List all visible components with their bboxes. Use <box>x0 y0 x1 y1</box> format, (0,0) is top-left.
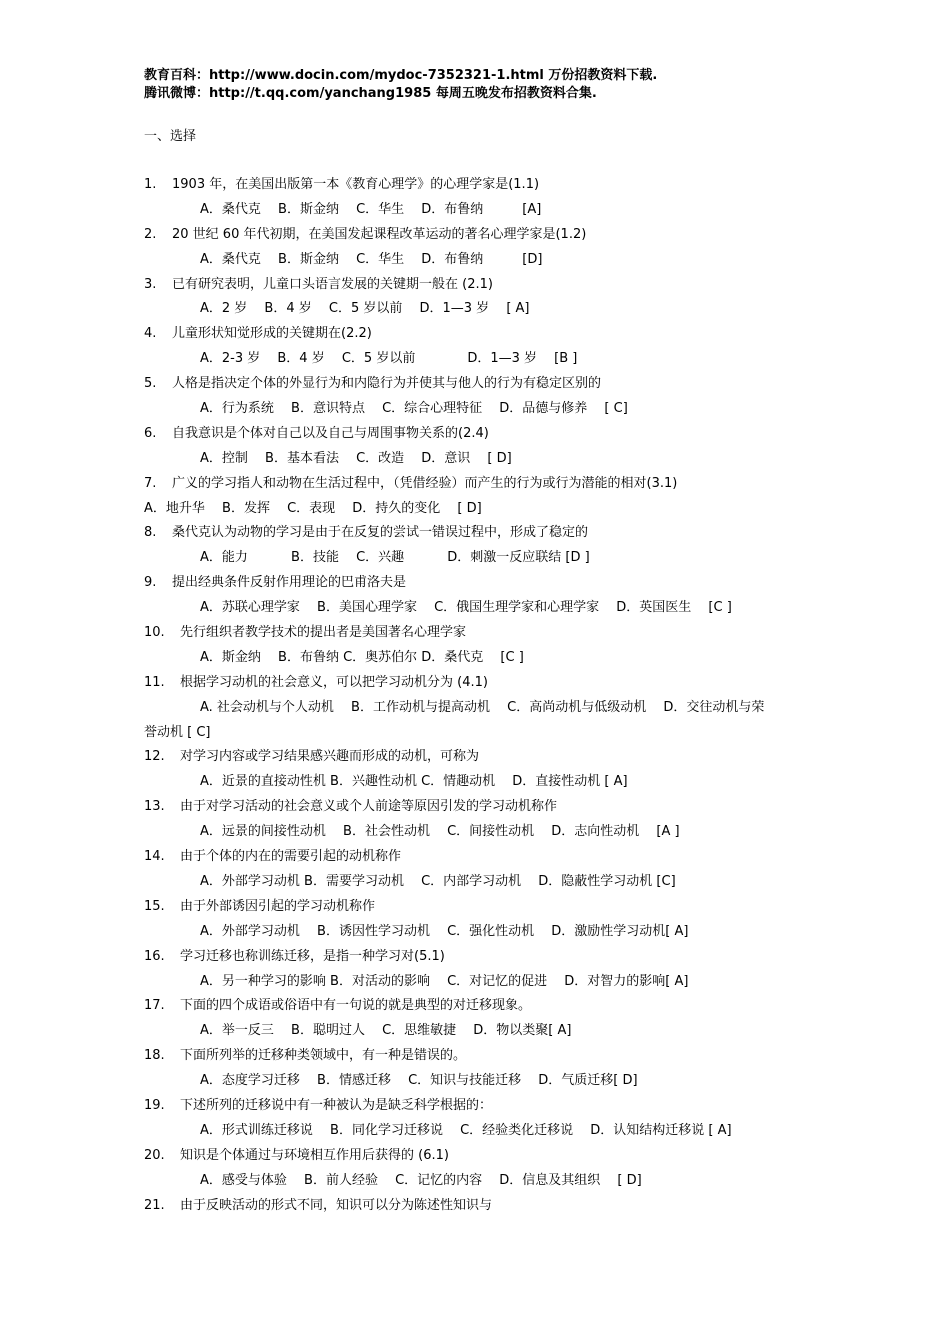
question-item <box>144 1144 824 1194</box>
question-stem-line <box>144 1194 824 1219</box>
question-stem: 提出经典条件反射作用理论的巴甫洛夫是 <box>172 575 407 591</box>
question-stem-line <box>144 671 824 696</box>
question-options: A．外部学习动机 B．需要学习动机 C．内部学习动机 D．隐蔽性学习动机 [C] <box>200 873 676 889</box>
question-stem: 儿童形状知觉形成的关键期在(2.2) <box>172 326 372 342</box>
question-item <box>144 273 824 323</box>
question-stem-line <box>144 472 824 497</box>
question-stem: 知识是个体通过与环境相互作用后获得的 (6.1) <box>180 1147 449 1163</box>
question-stem-line <box>144 1144 824 1169</box>
question-stem-line <box>144 795 824 820</box>
question-item <box>144 372 824 422</box>
question-item <box>144 173 824 223</box>
question-item <box>144 521 824 571</box>
question-stem: 自我意识是个体对自己以及自己与周围事物关系的(2.4) <box>172 425 489 441</box>
question-number: 14. <box>144 849 165 865</box>
question-options: A．2-3 岁 B．4 岁 C．5 岁以前 D．1—3 岁 [B ] <box>200 351 578 367</box>
question-number: 18. <box>144 1048 165 1064</box>
question-number: 20. <box>144 1147 165 1163</box>
question-item <box>144 322 824 372</box>
question-options: A．控制 B．基本看法 C．改造 D．意识 [ D] <box>200 450 512 466</box>
question-options: A．能力 B．技能 C．兴趣 D．刺激一反应联结 [D ] <box>200 550 590 566</box>
question-stem-line <box>144 745 824 770</box>
question-stem-line <box>144 1094 824 1119</box>
question-stem: 对学习内容或学习结果感兴趣而形成的动机，可称为 <box>180 749 480 765</box>
question-item <box>144 994 824 1044</box>
question-options: A．外部学习动机 B．诱因性学习动机 C．强化性动机 D．激励性学习动机[ A] <box>200 923 689 939</box>
question-number: 7. <box>144 475 157 491</box>
question-number: 15. <box>144 898 165 914</box>
question-item <box>144 621 824 671</box>
question-options: A．态度学习迁移 B．情感迁移 C．知识与技能迁移 D．气质迁移[ D] <box>200 1073 638 1089</box>
question-stem: 根据学习动机的社会意义，可以把学习动机分为 (4.1) <box>180 674 488 690</box>
question-item <box>144 795 824 845</box>
question-number: 10. <box>144 625 165 641</box>
question-number: 1. <box>144 177 157 192</box>
question-stem-line <box>144 621 824 646</box>
question-item <box>144 223 824 273</box>
question-stem: 下面的四个成语或俗语中有一句说的就是典型的对迁移现象。 <box>180 998 532 1014</box>
question-item <box>144 571 824 621</box>
question-item <box>144 745 824 795</box>
question-item <box>144 845 824 895</box>
question-number: 17. <box>144 998 165 1014</box>
question-number: 11. <box>144 674 165 690</box>
question-stem: 由于反映活动的形式不同，知识可以分为陈述性知识与 <box>180 1197 493 1213</box>
question-options: A．行为系统 B．意识特点 C．综合心理特征 D．品德与修养 [ C] <box>200 401 628 417</box>
question-stem-line <box>144 1044 824 1069</box>
question-number: 3. <box>144 276 157 292</box>
question-options: A．2 岁 B．4 岁 C．5 岁以前 D．1—3 岁 [ A] <box>200 301 530 317</box>
question-options: A. 社会动机与个人动机 B．工作动机与提高动机 C．高尚动机与低级动机 D．交往动机与荣 <box>200 699 765 715</box>
question-number: 21. <box>144 1197 165 1213</box>
question-stem-line <box>144 994 824 1019</box>
question-stem-line <box>144 845 824 870</box>
question-options: A．桑代克 B．斯金纳 C．华生 D．布鲁纳 [D] <box>200 251 543 267</box>
question-stem-line <box>144 422 824 447</box>
question-item <box>144 895 824 945</box>
question-stem-line <box>144 895 824 920</box>
question-list <box>144 173 824 1218</box>
question-stem-line <box>144 173 824 198</box>
question-stem: 下面所列举的迁移种类领域中，有一种是错误的。 <box>180 1048 467 1064</box>
question-number: 12. <box>144 749 165 765</box>
question-stem: 由于外部诱因引起的学习动机称作 <box>180 898 376 914</box>
question-item <box>144 472 824 522</box>
question-stem-line <box>144 223 824 248</box>
question-options: A．斯金纳 B．布鲁纳 C．奥苏伯尔 D．桑代克 [C ] <box>200 649 524 665</box>
question-options: A．地升华 B．发挥 C．表现 D．持久的变化 [ D] <box>144 500 482 516</box>
question-item <box>144 1194 824 1219</box>
question-stem: 广义的学习指人和动物在生活过程中，（凭借经验）而产生的行为或行为潜能的相对(3.1) <box>172 475 678 491</box>
question-stem-line <box>144 322 824 347</box>
question-options: A．苏联心理学家 B．美国心理学家 C．俄国生理学家和心理学家 D．英国医生 [C ] <box>200 600 732 616</box>
question-options: A．另一种学习的影响 B．对活动的影响 C．对记忆的促进 D．对智力的影响[ A] <box>200 973 689 989</box>
question-item <box>144 1094 824 1144</box>
question-number: 9. <box>144 575 157 591</box>
question-number: 19. <box>144 1097 165 1113</box>
question-stem: 由于个体的内在的需要引起的动机称作 <box>180 849 402 865</box>
question-stem-line <box>144 571 824 596</box>
question-stem: 已有研究表明，儿童口头语言发展的关键期一般在 (2.1) <box>172 276 493 292</box>
question-stem-line <box>144 521 824 546</box>
question-item <box>144 671 824 746</box>
question-options: A．举一反三 B．聪明过人 C．思维敏捷 D．物以类聚[ A] <box>200 1023 572 1039</box>
question-number: 13. <box>144 799 165 815</box>
question-stem: 20 世纪 60 年代初期，在美国发起课程改革运动的著名心理学家是(1.2) <box>172 226 587 242</box>
question-stem: 下述所列的迁移说中有一种被认为是缺乏科学根据的： <box>180 1097 493 1113</box>
question-number: 6. <box>144 425 157 441</box>
question-stem: 桑代克认为动物的学习是由于在反复的尝试一错误过程中，形成了稳定的 <box>172 525 589 541</box>
question-item <box>144 1044 824 1094</box>
question-stem: 学习迁移也称训练迁移，是指一种学习对(5.1) <box>180 948 445 964</box>
question-number: 8. <box>144 525 157 541</box>
question-options: A．形式训练迁移说 B．同化学习迁移说 C．经验类化迁移说 D．认知结构迁移说 [ A] <box>200 1122 732 1138</box>
question-options: A．桑代克 B．斯金纳 C．华生 D．布鲁纳 [A] <box>200 201 542 217</box>
header-line-1: 教育百科：http://www.docin.com/mydoc-7352321-1.html 万份招教资料下载. <box>144 68 658 83</box>
question-number: 4. <box>144 326 157 342</box>
question-stem-line <box>144 945 824 970</box>
question-stem: 人格是指决定个体的外显行为和内隐行为并使其与他人的行为有稳定区别的 <box>172 376 602 392</box>
question-item <box>144 422 824 472</box>
question-stem-line <box>144 372 824 397</box>
question-options: A．远景的间接性动机 B．社会性动机 C．间接性动机 D．志向性动机 [A ] <box>200 824 680 840</box>
question-stem-line <box>144 273 824 298</box>
question-number: 16. <box>144 948 165 964</box>
question-number: 2. <box>144 226 157 242</box>
question-options-continued: 誉动机 [ C] <box>144 724 211 740</box>
question-stem: 1903 年，在美国出版第一本《教育心理学》的心理学家是(1.1) <box>172 177 540 192</box>
question-options: A．近景的直接动性机 B．兴趣性动机 C．情趣动机 D．直接性动机 [ A] <box>200 774 628 790</box>
question-item <box>144 945 824 995</box>
question-number: 5. <box>144 376 157 392</box>
question-stem: 先行组织者教学技术的提出者是美国著名心理学家 <box>180 625 467 641</box>
question-stem: 由于对学习活动的社会意义或个人前途等原因引发的学习动机称作 <box>180 799 558 815</box>
header-line-2: 腾讯微博：http://t.qq.com/yanchang1985 每周五晚发布招教资料合集. <box>144 86 597 101</box>
question-options: A．感受与体验 B．前人经验 C．记忆的内容 D．信息及其组织 [ D] <box>200 1172 642 1188</box>
section-title: 一、选择 <box>144 129 197 144</box>
